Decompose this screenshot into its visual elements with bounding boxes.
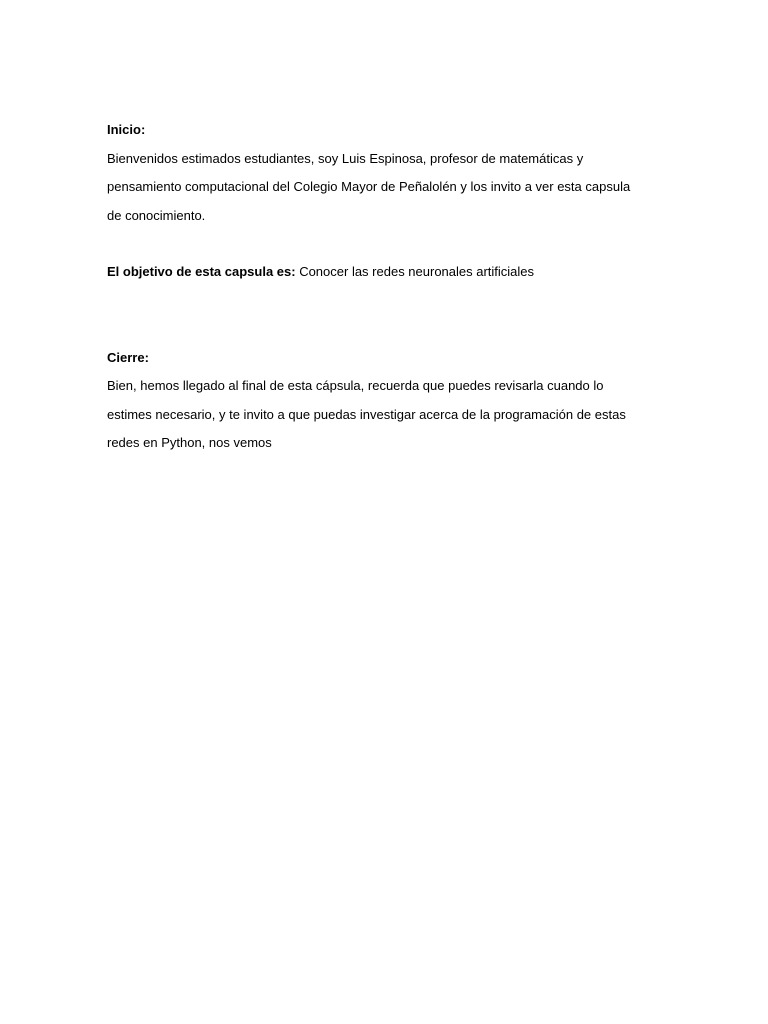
document-page bbox=[107, 116, 667, 458]
closing-line-3: redes en Python, nos vemos bbox=[107, 435, 272, 450]
closing-line-2: estimes necesario, y te invito a que puedas investigar acerca de la programación de estas bbox=[107, 406, 626, 422]
closing-line-1: Bien, hemos llegado al final de esta cápsula, recuerda que puedes revisarla cuando lo bbox=[107, 378, 604, 393]
objective-text: Conocer las redes neuronales artificiales bbox=[295, 264, 535, 279]
intro-section bbox=[107, 116, 667, 230]
intro-line-2: pensamiento computacional del Colegio Mayor de Peñalolén y los invito a ver esta capsula bbox=[107, 179, 631, 194]
closing-heading: Cierre: bbox=[107, 349, 149, 365]
spacer bbox=[107, 230, 667, 258]
objective-line bbox=[107, 258, 667, 287]
spacer bbox=[107, 287, 667, 344]
objective-label: El objetivo de esta capsula es: bbox=[107, 264, 296, 279]
intro-heading: Inicio: bbox=[107, 122, 146, 137]
intro-line-3: de conocimiento. bbox=[107, 207, 206, 223]
closing-section bbox=[107, 344, 667, 458]
intro-line-1: Bienvenidos estimados estudiantes, soy Luis Espinosa, profesor de matemáticas y bbox=[107, 150, 584, 166]
